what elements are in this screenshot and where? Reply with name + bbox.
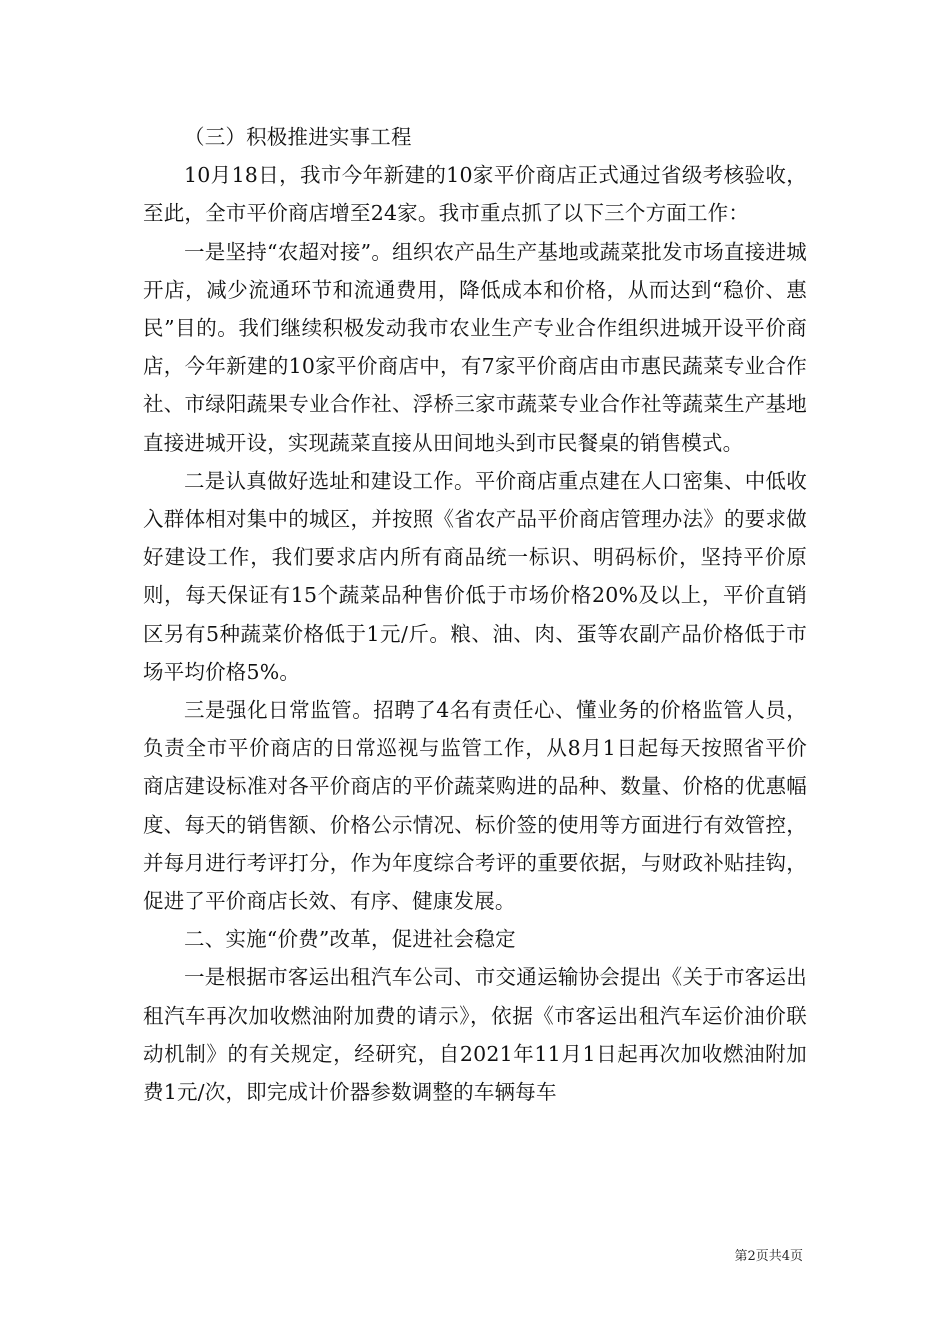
paragraph-point-2: 二是认真做好选址和建设工作。平价商店重点建在人口密集、中低收入群体相对集中的城区，并按照《省农产品平价商店管理办法》的要求做好建设工作，我们要求店内所有商品统一标识、明码标价，坚持平价原则，每天保证有15个蔬菜品种售价低于市场价格20%及以上，平价直销区另有5种蔬菜价格低于1元/斤。粮、油、肉、蛋等农副产品价格低于市场平均价格5%。 xyxy=(143,468,807,684)
section-heading-3: （三）积极推进实事工程 xyxy=(184,125,412,149)
paragraph-intro: 10月18日，我市今年新建的10家平价商店正式通过省级考核验收，至此，全市平价商店增至24家。我市重点抓了以下三个方面工作： xyxy=(143,163,807,226)
page-number-footer: 第2页共4页 xyxy=(734,1249,803,1264)
paragraph-point-1: 一是坚持“农超对接”。组织农产品生产基地或蔬菜批发市场直接进城开店，减少流通环节和流通费用，降低成本和价格，从而达到“稳价、惠民”目的。我们继续积极发动我市农业生产专业合作组织进城开设平价商店，今年新建的10家平价商店中，有7家平价商店由市惠民蔬菜专业合作社、市绿阳蔬果专业合作社、浮桥三家市蔬菜专业合作社等蔬菜生产基地直接进城开设，实现蔬菜直接从田间地头到市民餐桌的销售模式。 xyxy=(143,239,807,455)
paragraph-point-3: 三是强化日常监管。招聘了4名有责任心、懂业务的价格监管人员，负责全市平价商店的日常巡视与监管工作，从8月1日起每天按照省平价商店建设标准对各平价商店的平价蔬菜购进的品种、数量、价格的优惠幅度、每天的销售额、价格公示情况、标价签的使用等方面进行有效管控，并每月进行考评打分，作为年度综合考评的重要依据，与财政补贴挂钩，促进了平价商店长效、有序、健康发展。 xyxy=(143,698,807,914)
paragraph-fuel-surcharge: 一是根据市客运出租汽车公司、市交通运输协会提出《关于市客运出租汽车再次加收燃油附加费的请示》，依据《市客运出租汽车运价油价联动机制》的有关规定，经研究，自2021年11月1日起再次加收燃油附加费1元/次，即完成计价器参数调整的车辆每车 xyxy=(143,965,807,1105)
document-body xyxy=(143,118,807,1111)
section-heading-2: 二、实施“价费”改革，促进社会稳定 xyxy=(184,927,516,952)
